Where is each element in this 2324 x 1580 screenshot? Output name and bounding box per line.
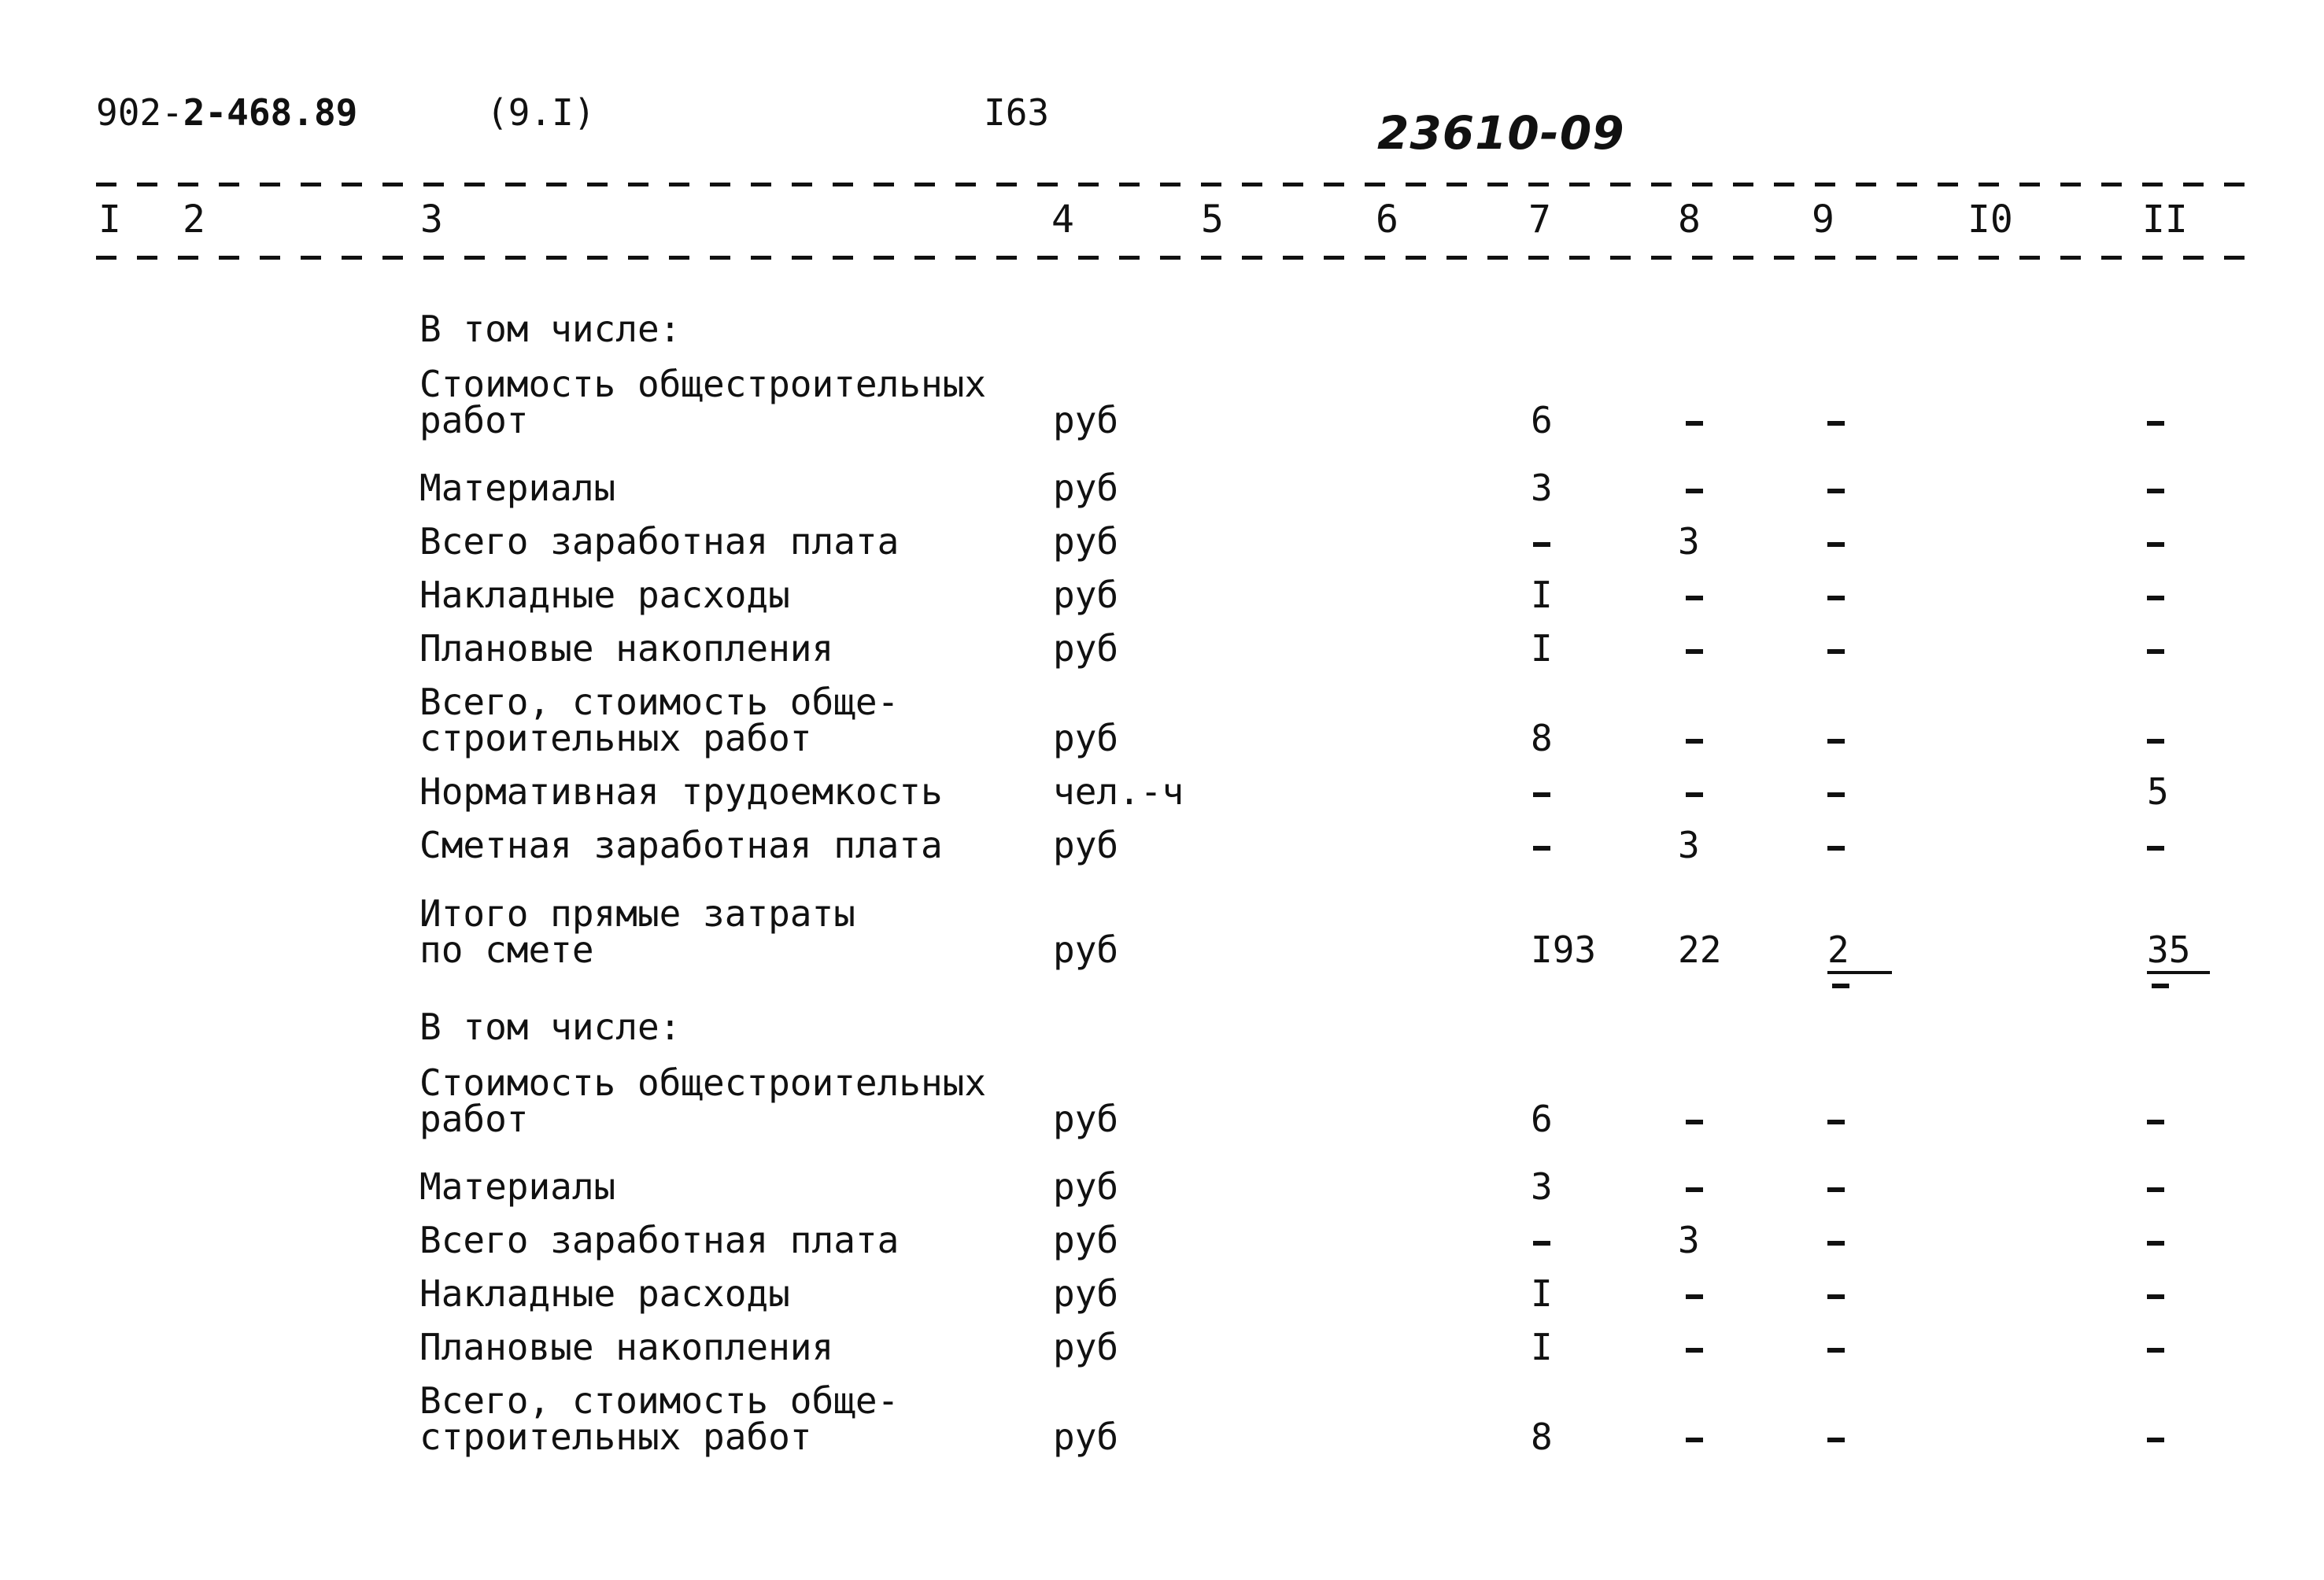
cell-value-col7: I — [1531, 574, 1553, 616]
empty-cell-dash — [1827, 1120, 1845, 1124]
empty-cell-dash — [1827, 1348, 1845, 1353]
empty-cell-dash — [2147, 542, 2164, 547]
column-number: 2 — [183, 198, 205, 242]
cell-value-col7: I — [1531, 1326, 1553, 1368]
empty-cell-dash — [2147, 421, 2164, 426]
cell-value-col7: 8 — [1531, 717, 1553, 759]
empty-cell-dash — [1686, 739, 1703, 744]
cell-value-col7: 3 — [1531, 1165, 1553, 1208]
row-unit: руб — [1053, 467, 1119, 509]
section-number: (9.I) — [486, 91, 596, 134]
cell-value-col7: I — [1531, 627, 1553, 670]
row-unit: руб — [1053, 1219, 1119, 1261]
empty-cell-dash — [2147, 649, 2164, 654]
row-label: В том числе: — [419, 1006, 682, 1048]
page-number: I63 — [984, 91, 1050, 134]
row-unit: руб — [1053, 824, 1119, 866]
row-label-continuation: по смете — [419, 928, 594, 971]
empty-cell-dash — [2147, 739, 2164, 744]
document-stamp: 23610-09 — [1377, 106, 1625, 160]
row-label: Плановые накопления — [419, 1326, 834, 1368]
empty-cell-dash — [2147, 846, 2164, 851]
column-number: II — [2142, 198, 2188, 242]
empty-cell-dash — [1827, 1187, 1845, 1192]
row-label: Всего заработная плата — [419, 1219, 900, 1261]
column-number: I — [98, 198, 121, 242]
row-unit: руб — [1053, 1098, 1119, 1140]
row-label-continuation: работ — [419, 1098, 529, 1140]
row-label-continuation: работ — [419, 399, 529, 441]
row-label: Стоимость общестроительных — [419, 363, 987, 405]
empty-cell-dash — [1686, 1294, 1703, 1299]
cell-value-col8: 22 — [1678, 928, 1722, 971]
cell-value-col8: 3 — [1678, 824, 1700, 866]
empty-cell-dash — [1827, 846, 1845, 851]
total-underline — [2147, 971, 2210, 974]
header-rule-top — [96, 183, 2260, 186]
row-unit: руб — [1053, 574, 1119, 616]
cell-value-col7: I — [1531, 1272, 1553, 1315]
column-number: 7 — [1528, 198, 1551, 242]
row-label: Всего заработная плата — [419, 520, 900, 563]
column-number: 3 — [420, 198, 443, 242]
total-underline-mark — [1832, 984, 1849, 988]
row-unit: руб — [1053, 1165, 1119, 1208]
empty-cell-dash — [2147, 1348, 2164, 1353]
empty-cell-dash — [1686, 596, 1703, 600]
column-number: 5 — [1201, 198, 1224, 242]
empty-cell-dash — [2147, 1187, 2164, 1192]
row-unit: чел.-ч — [1053, 770, 1184, 813]
row-unit: руб — [1053, 627, 1119, 670]
empty-cell-dash — [2147, 1294, 2164, 1299]
document-code-prefix: 902- — [96, 91, 183, 134]
column-number: 6 — [1376, 198, 1398, 242]
empty-cell-dash — [1533, 1241, 1550, 1246]
column-number: 8 — [1678, 198, 1701, 242]
row-unit: руб — [1053, 1272, 1119, 1315]
empty-cell-dash — [2147, 1120, 2164, 1124]
row-label: Накладные расходы — [419, 574, 790, 616]
row-label: Итого прямые затраты — [419, 892, 855, 935]
empty-cell-dash — [1686, 421, 1703, 426]
empty-cell-dash — [2147, 1241, 2164, 1246]
empty-cell-dash — [2147, 489, 2164, 493]
cell-value-col7: 3 — [1531, 467, 1553, 509]
cell-value-col11: 35 — [2147, 928, 2191, 971]
row-label: В том числе: — [419, 308, 682, 350]
empty-cell-dash — [1533, 542, 1550, 547]
empty-cell-dash — [2147, 596, 2164, 600]
empty-cell-dash — [1533, 792, 1550, 797]
row-unit: руб — [1053, 1416, 1119, 1458]
row-label: Материалы — [419, 467, 616, 509]
cell-value-col7: 8 — [1531, 1416, 1553, 1458]
empty-cell-dash — [1827, 421, 1845, 426]
cell-value-col7: I93 — [1531, 928, 1597, 971]
row-label-continuation: строительных работ — [419, 717, 812, 759]
column-number: 9 — [1812, 198, 1834, 242]
row-label: Плановые накопления — [419, 627, 834, 670]
document-code — [96, 91, 358, 134]
row-unit: руб — [1053, 1326, 1119, 1368]
empty-cell-dash — [1686, 792, 1703, 797]
empty-cell-dash — [1827, 1438, 1845, 1442]
cell-value-col9: 2 — [1827, 928, 1849, 971]
row-unit: руб — [1053, 520, 1119, 563]
row-label-continuation: строительных работ — [419, 1416, 812, 1458]
cell-value-col8: 3 — [1678, 1219, 1700, 1261]
row-unit: руб — [1053, 717, 1119, 759]
header-rule-bottom — [96, 256, 2260, 260]
empty-cell-dash — [1686, 1438, 1703, 1442]
empty-cell-dash — [1686, 1348, 1703, 1353]
row-label: Накладные расходы — [419, 1272, 790, 1315]
empty-cell-dash — [1827, 1294, 1845, 1299]
empty-cell-dash — [1686, 1187, 1703, 1192]
empty-cell-dash — [1827, 596, 1845, 600]
column-number: 4 — [1051, 198, 1074, 242]
row-unit: руб — [1053, 399, 1119, 441]
row-label: Сметная заработная плата — [419, 824, 943, 866]
cell-value-col8: 3 — [1678, 520, 1700, 563]
empty-cell-dash — [1533, 846, 1550, 851]
column-number: I0 — [1967, 198, 2013, 242]
total-underline-mark — [2152, 984, 2169, 988]
empty-cell-dash — [2147, 1438, 2164, 1442]
empty-cell-dash — [1686, 649, 1703, 654]
row-unit: руб — [1053, 928, 1119, 971]
empty-cell-dash — [1686, 1120, 1703, 1124]
document-code-main: 2-468.89 — [183, 91, 358, 134]
row-label: Материалы — [419, 1165, 616, 1208]
cell-value-col7: 6 — [1531, 399, 1553, 441]
cell-value-col7: 6 — [1531, 1098, 1553, 1140]
cell-value-col11: 5 — [2147, 770, 2169, 813]
empty-cell-dash — [1827, 739, 1845, 744]
empty-cell-dash — [1827, 1241, 1845, 1246]
empty-cell-dash — [1827, 649, 1845, 654]
empty-cell-dash — [1686, 489, 1703, 493]
row-label: Нормативная трудоемкость — [419, 770, 943, 813]
empty-cell-dash — [1827, 542, 1845, 547]
row-label: Всего, стоимость обще- — [419, 1379, 900, 1422]
row-label: Стоимость общестроительных — [419, 1061, 987, 1104]
row-label: Всего, стоимость обще- — [419, 681, 900, 723]
empty-cell-dash — [1827, 792, 1845, 797]
total-underline — [1827, 971, 1892, 974]
empty-cell-dash — [1827, 489, 1845, 493]
